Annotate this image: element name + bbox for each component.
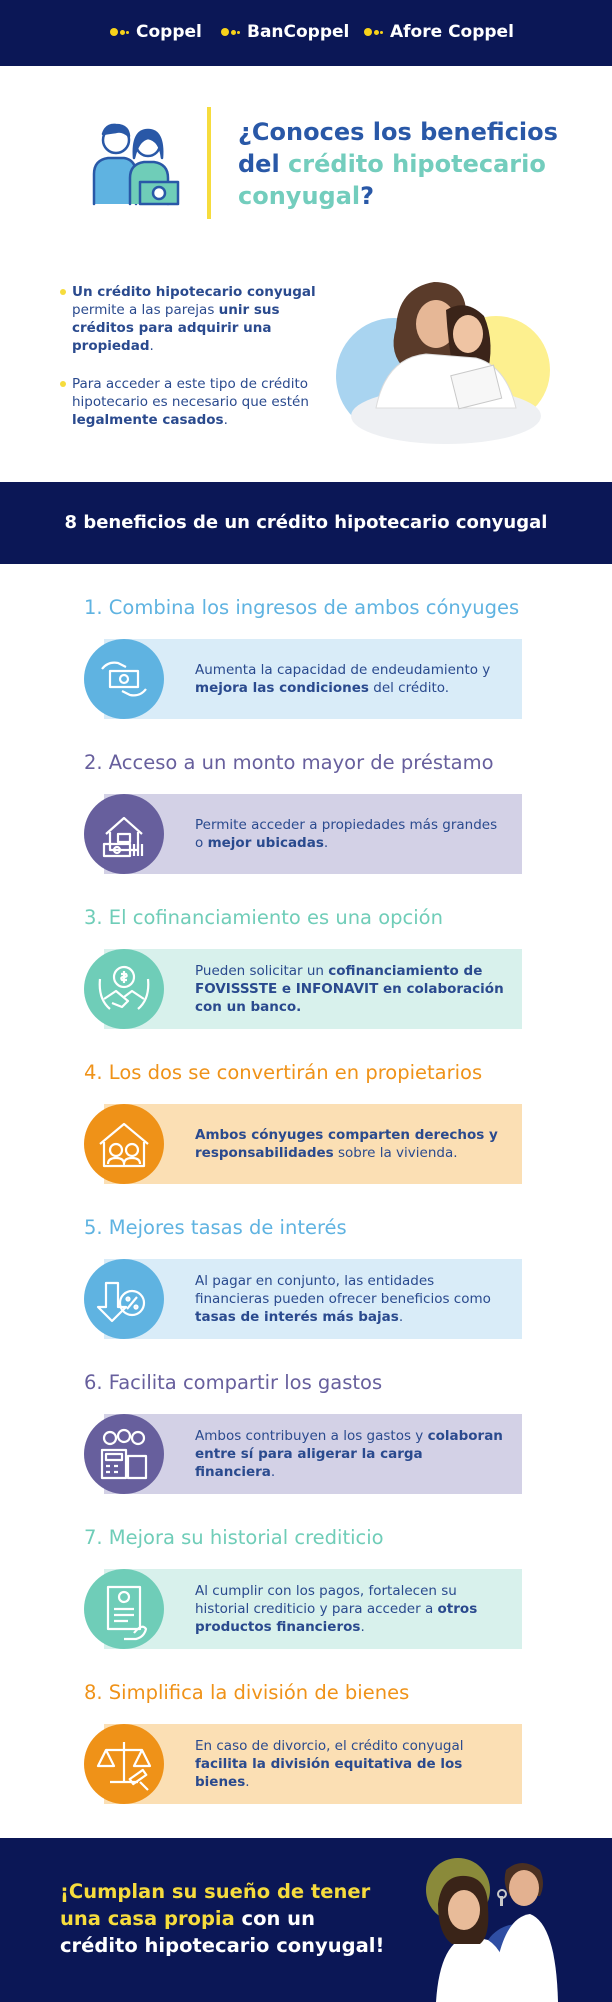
footer-slogan: ¡Cumplan su sueño de tener una casa propia con un crédito hipotecario conyugal!: [60, 1880, 385, 1957]
credit-document-icon: [84, 1569, 164, 1649]
money-hands-icon: [84, 639, 164, 719]
benefit-description: Permite acceder a propiedades más grandes o mejor ubicadas.: [195, 817, 498, 851]
interest-down-icon: [84, 1259, 164, 1339]
benefit-description: Ambos contribuyen a los gastos y colaboran entre sí para aligerar la carga financiera.: [195, 1428, 503, 1480]
intro-item: Para acceder a este tipo de crédito hipotecario es necesario que estén legalmente casados.: [60, 375, 336, 429]
brand-coppel[interactable]: [110, 20, 202, 44]
benefit-description: Pueden solicitar un cofinanciamiento de FOVISSSTE e INFONAVIT en colaboración con un banco.: [195, 963, 504, 1015]
intro-list: [60, 283, 336, 449]
couple-photo: [336, 258, 552, 444]
title-accent-bar: [207, 107, 211, 219]
benefit-title: 5. Mejores tasas de interés: [84, 1216, 347, 1239]
couple-money-icon: [86, 118, 182, 210]
coppel-dots-icon: [221, 27, 243, 37]
scales-gavel-icon: [84, 1724, 164, 1804]
brand-afore-label: Afore Coppel: [390, 22, 514, 42]
calculator-coins-icon: [84, 1414, 164, 1494]
couple-keys-photo: [418, 1844, 568, 2002]
coppel-dots-icon: [364, 27, 386, 37]
benefit-title: 2. Acceso a un monto mayor de préstamo: [84, 751, 494, 774]
benefits-band-title: 8 beneficios de un crédito hipotecario conyugal: [0, 482, 612, 564]
benefit-title: 4. Los dos se convertirán en propietarios: [84, 1061, 483, 1084]
benefit-title: 8. Simplifica la división de bienes: [84, 1681, 410, 1704]
top-bar: [0, 0, 612, 66]
handshake-money-icon: [84, 949, 164, 1029]
benefit-description: En caso de divorcio, el crédito conyugal facilita la división equitativa de los bienes.: [195, 1738, 464, 1790]
benefit-title: 7. Mejora su historial crediticio: [84, 1526, 384, 1549]
footer-banner: [0, 1838, 612, 2002]
brand-afore-coppel[interactable]: [364, 20, 514, 44]
benefit-description: Aumenta la capacidad de endeudamiento y mejora las condiciones del crédito.: [195, 662, 491, 696]
benefit-title: 1. Combina los ingresos de ambos cónyuges: [84, 596, 520, 619]
benefit-description: Al pagar en conjunto, las entidades financieras pueden ofrecer beneficios como tasas de interés más bajas.: [195, 1273, 491, 1325]
hero-title: ¿Conoces los beneficios del crédito hipotecario conyugal?: [238, 118, 558, 210]
coppel-dots-icon: [110, 27, 132, 37]
intro-item: Un crédito hipotecario conyugal permite a las parejas unir sus créditos para adquirir una propiedad.: [60, 283, 336, 355]
benefit-title: 6. Facilita compartir los gastos: [84, 1371, 383, 1394]
house-money-icon: [84, 794, 164, 874]
benefit-description: Ambos cónyuges comparten derechos y responsabilidades sobre la vivienda.: [195, 1127, 498, 1161]
brand-bancoppel[interactable]: [221, 20, 349, 44]
brand-bancoppel-label: BanCoppel: [247, 22, 350, 42]
benefit-title: 3. El cofinanciamiento es una opción: [84, 906, 443, 929]
couple-house-icon: [84, 1104, 164, 1184]
brand-coppel-label: Coppel: [136, 22, 202, 42]
benefit-description: Al cumplir con los pagos, fortalecen su historial crediticio y para acceder a otros productos financieros.: [195, 1583, 478, 1635]
